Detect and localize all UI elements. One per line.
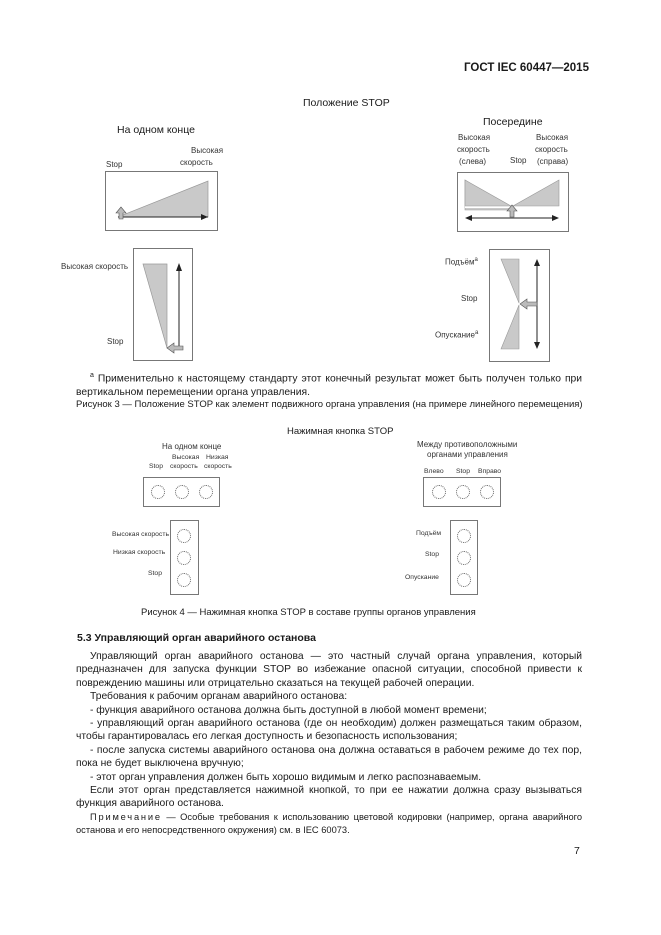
fig4-lv-high: Высокая скорость <box>112 531 169 538</box>
fig4-rh-left: Влево <box>424 468 444 475</box>
fig3-left-stop-label: Stop <box>106 160 123 169</box>
section-paragraph-3: Если этот орган представляется нажимной кнопкой, то при ее нажатии должна сразу вызываться функция аварийного останова. <box>76 785 582 810</box>
fig4-rv-stop: Stop <box>425 551 439 558</box>
fig4-lv-stop: Stop <box>148 570 162 577</box>
section-body <box>76 650 582 811</box>
figure4-left-title: На одном конце <box>162 442 222 451</box>
document-code: ГОСТ IEC 60447—2015 <box>464 62 589 74</box>
note <box>76 811 582 836</box>
fig4-lh-high-button[interactable] <box>175 485 189 499</box>
figure3-title: Положение STOP <box>303 97 390 109</box>
fig4-lv-high-button[interactable] <box>177 529 191 543</box>
fig4-rv-stop-button[interactable] <box>457 551 471 565</box>
fig4-caption: Рисунок 4 — Нажимная кнопка STOP в составе группы органов управления <box>141 607 476 618</box>
fig3-left-vertical-high-label: Высокая скорость <box>61 262 129 271</box>
fig3-right-horizontal-diagram <box>457 172 568 231</box>
section-paragraph-1: Управляющий орган аварийного останова — это частный случай органа управления, который предназначен для запуска функции STOP во избежание опасной ситуации, способной привести к повреждению машины или отрицательно сказаться на текущей рабочей операции. <box>76 651 582 689</box>
fig3-right-high-right-3: (справа) <box>537 157 569 166</box>
fig3-right-high-left-1: Высокая <box>458 133 491 142</box>
fig3-caption: Рисунок 3 — Положение STOP как элемент подвижного органа управления (на примере линейного перемещения) <box>76 399 583 410</box>
fig4-lh-low-button[interactable] <box>199 485 213 499</box>
note-text: — Особые требования к использованию цветовой кодировки (например, органа аварийного останова и его непосредственного окружения) см. в IEC 60073. <box>76 812 582 835</box>
figure4-right-title-1: Между противоположными <box>417 440 518 449</box>
fig4-lh-low-2: скорость <box>204 463 232 470</box>
fig4-right-vertical-panel <box>450 520 478 595</box>
figure3-right-title: Посередине <box>483 116 543 128</box>
fig3-right-high-left-2: скорость <box>457 145 490 154</box>
page-number: 7 <box>574 845 580 857</box>
fig4-rh-stop: Stop <box>456 468 470 475</box>
fig3-left-vertical-stop-label: Stop <box>107 337 124 346</box>
fig4-lv-stop-button[interactable] <box>177 573 191 587</box>
fig4-rv-lower-button[interactable] <box>457 573 471 587</box>
fig3-right-vstop-label: Stop <box>461 294 478 303</box>
fig3-left-high-label-2: скорость <box>180 158 213 167</box>
fig4-lh-high-1: Высокая <box>172 454 200 461</box>
fig4-lh-low-1: Низкая <box>206 454 229 461</box>
fig4-right-horizontal-panel <box>423 477 501 507</box>
fig3-right-lift-label: Подъём$^a$ <box>445 257 478 267</box>
section-bullet-2: - управляющий орган аварийного останова (где он необходим) должен размещаться таким образом, чтобы гарантировалась его легкая доступность и безопасность использования; <box>76 718 582 743</box>
fig3-left-high-label-1: Высокая <box>191 146 224 155</box>
fig4-rh-right: Вправо <box>478 468 502 475</box>
fig4-left-horizontal-panel <box>143 477 220 507</box>
fig3-right-high-left-3: (слева) <box>459 157 487 166</box>
fig3-right-vertical-diagram <box>489 249 549 361</box>
figure3-left-title: На одном конце <box>117 124 195 136</box>
fig4-rv-lower: Опускание <box>405 574 439 581</box>
fig4-lh-stop-button[interactable] <box>151 485 165 499</box>
fig3-footnote: $^a$ Применительно к настоящему стандарту этот конечный результат может быть получен только при вертикальном перемещении органа управления. <box>76 372 582 398</box>
section-bullet-4: - этот орган управления должен быть хорошо видимым и легко распознаваемым. <box>90 771 482 783</box>
fig4-left-vertical-panel <box>170 520 199 595</box>
fig3-left-horizontal-diagram <box>105 171 217 230</box>
figure4-right-title-2: органами управления <box>427 450 508 459</box>
fig3-right-high-right-2: скорость <box>535 145 568 154</box>
fig4-rh-left-button[interactable] <box>432 485 446 499</box>
fig4-lv-low-button[interactable] <box>177 551 191 565</box>
figure4-title: Нажимная кнопка STOP <box>287 426 394 437</box>
section-paragraph-2: Требования к рабочим органам аварийного останова: <box>90 691 348 703</box>
fig4-lv-low: Низкая скорость <box>113 549 166 556</box>
fig4-rv-lift-button[interactable] <box>457 529 471 543</box>
fig3-right-high-right-1: Высокая <box>536 133 569 142</box>
fig4-rh-right-button[interactable] <box>480 485 494 499</box>
section-bullet-1: - функция аварийного останова должна быть доступной в любой момент времени; <box>90 704 487 716</box>
fig3-right-stop-label: Stop <box>510 156 527 165</box>
fig4-rv-lift: Подъём <box>416 530 442 537</box>
note-label: Примечание <box>90 812 162 822</box>
section-heading: 5.3 Управляющий орган аварийного останова <box>77 632 316 644</box>
fig3-right-lower-label: Опускание$^a$ <box>435 330 479 340</box>
fig4-lh-high-2: скорость <box>170 463 198 470</box>
section-bullet-3: - после запуска системы аварийного останова она должна оставаться в рабочем режиме до тех пор, пока не будет выключена вручную; <box>76 744 582 770</box>
fig4-rh-stop-button[interactable] <box>456 485 470 499</box>
fig3-left-vertical-diagram <box>133 248 192 360</box>
fig4-lh-stop: Stop <box>149 463 163 470</box>
